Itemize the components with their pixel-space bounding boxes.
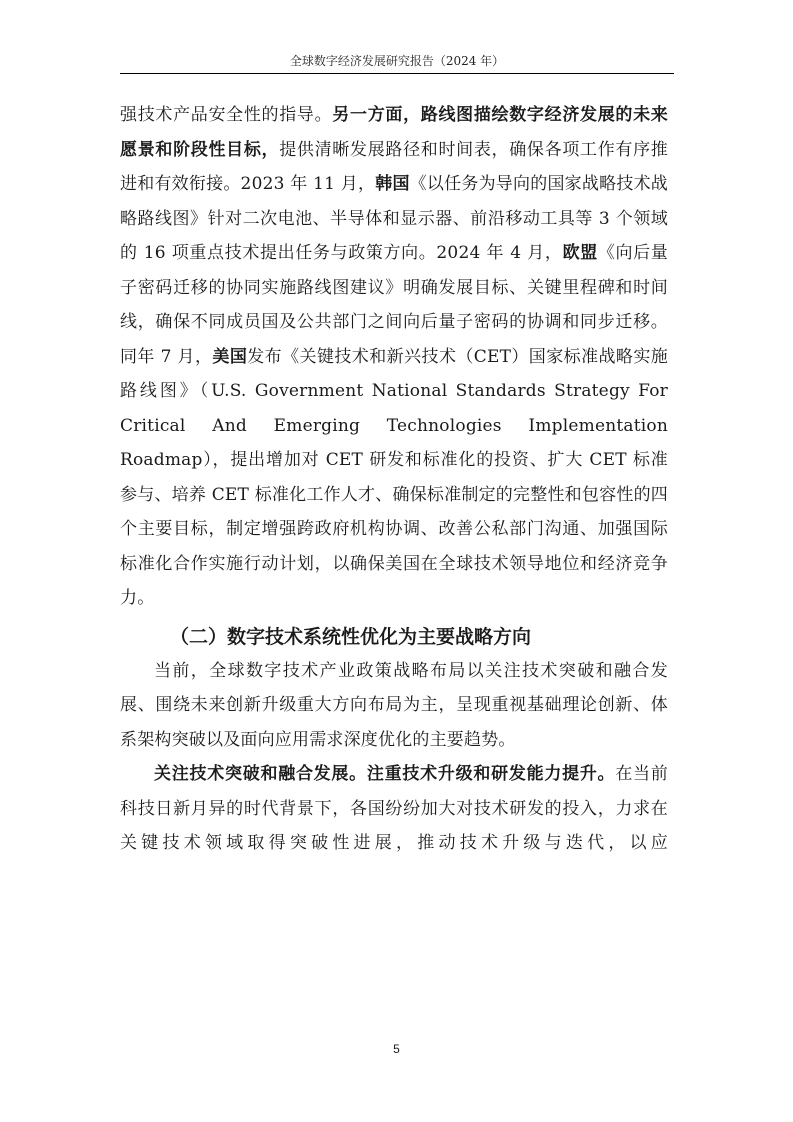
section-heading: （二）数字技术系统性优化为主要战略方向: [170, 625, 532, 648]
bold-phrase: 另一方面，路线图描绘数字经济发展的未来愿景和阶段性目标，: [120, 105, 668, 160]
text-run: 《以任务为导向的国家战略技术战略路线图》针对二次电池、半导体和显示器、前沿移动工具等 3 个领域的 16 项重点技术提出任务与政策方向。2024 年 4 月，: [120, 174, 668, 263]
text-run: 《向后量子密码迁移的协同实施路线图建议》明确发展目标、关键里程碑和时间线，确保不同成员国及公共部门之间向后量子密码的协调和同步迁移。同年 7 月，: [120, 243, 668, 367]
text-run: 提供清晰发展路径和时间表，确保各项工作有序推进和有效衔接。2023 年 11 月，: [120, 139, 668, 194]
paragraph-roadmap: [120, 98, 668, 616]
running-header: 全球数字经济发展研究报告（2024 年）: [289, 54, 505, 68]
text-run: 强技术产品安全性的指导。: [120, 105, 333, 125]
bold-phrase: 关注技术突破和融合发展。注重技术升级和研发能力提升。: [154, 764, 616, 784]
page-body: [120, 98, 668, 861]
paragraph-trends: 当前，全球数字技术产业政策战略布局以关注技术突破和融合发展、围绕未来创新升级重大方向布局为主，呈现重视基础理论创新、体系架构突破以及面向应用需求深度优化的主要趋势。: [120, 660, 668, 750]
paragraph-tech-breakthrough: [120, 757, 668, 861]
bold-country-korea: 韩国: [375, 174, 410, 194]
text-run: 发布《关键技术和新兴技术（CET）国家标准战略实施路线图》（U.S. Government National Standards Strategy For Critical And Emerging Technologies Implementation Roadmap），提出增加对 CET 研发和标准化的投资、扩大 CET 标准参与、培养 CET 标准化工作人才、确保标准制定的完整性和包容性的四个主要目标，制定增强跨政府机构协调、改善公私部门沟通、加强国际标准化合作实施行动计划，以确保美国在全球技术领导地位和经济竞争力。: [120, 346, 668, 608]
bold-country-us: 美国: [212, 346, 248, 367]
page-number: 5: [393, 1042, 400, 1056]
text-run: 在当前科技日新月异的时代背景下，各国纷纷加大对技术研发的投入，力求在关键技术领域取得突破性进展，推动技术升级与迭代，以应: [120, 764, 668, 853]
bold-country-eu: 欧盟: [562, 243, 598, 263]
header-rule: [120, 73, 674, 74]
